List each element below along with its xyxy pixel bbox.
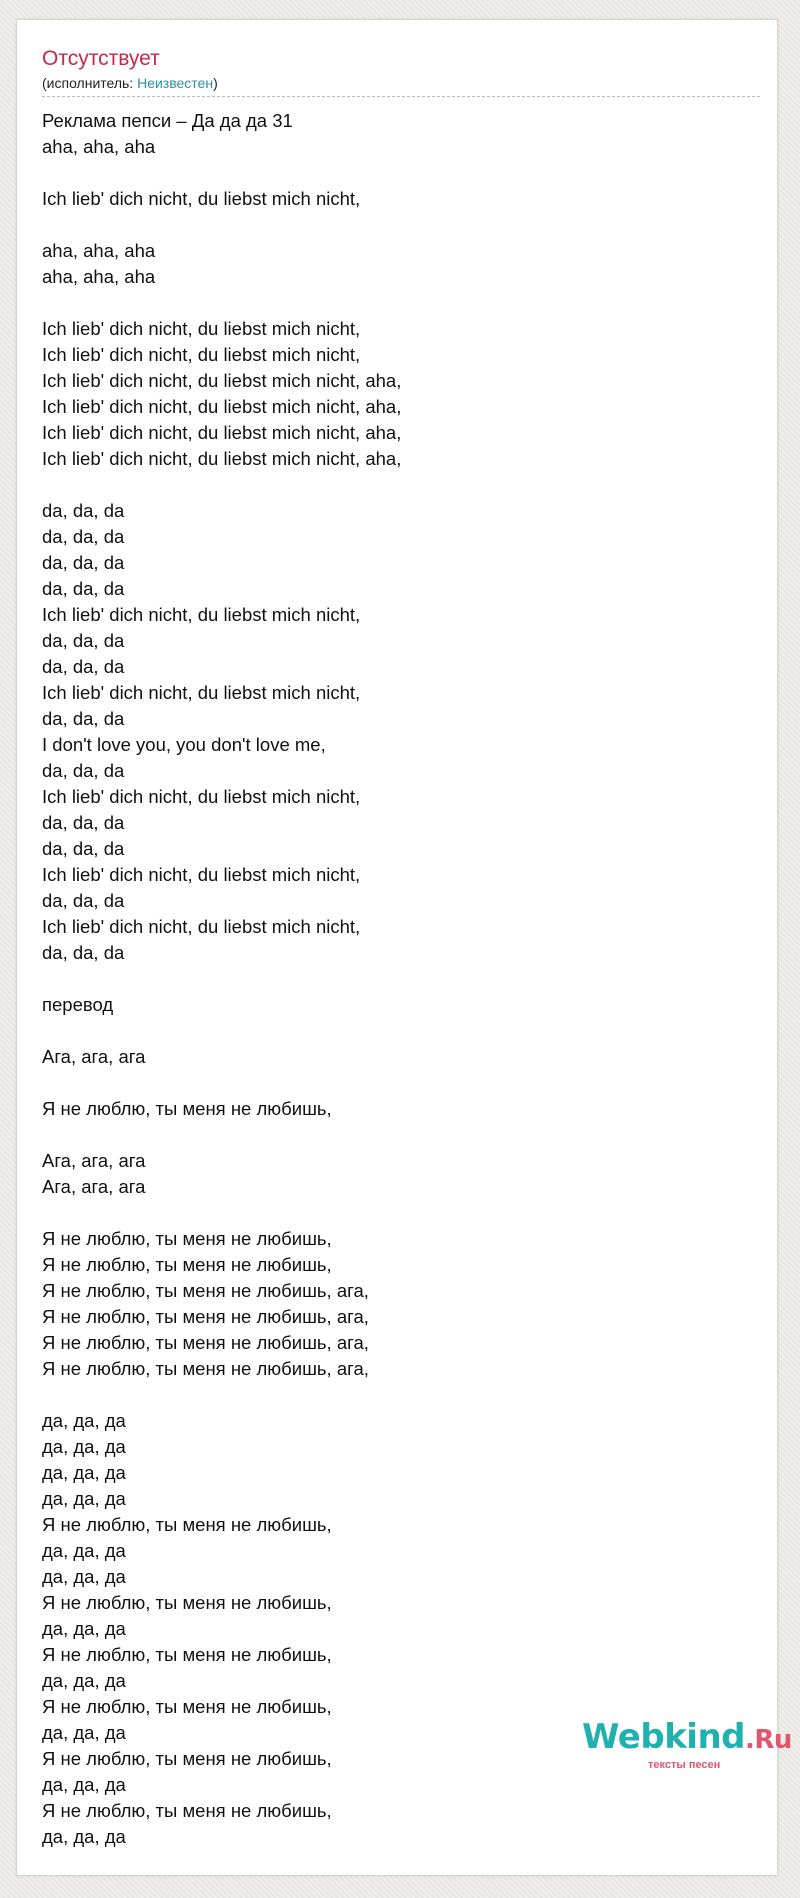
- lyric-line: da, da, da: [42, 656, 125, 677]
- lyric-line: Я не люблю, ты меня не любишь,: [42, 1800, 332, 1821]
- logo-wordmark: [582, 1717, 792, 1757]
- lyric-line: Ich lieb' dich nicht, du liebst mich nicht,: [42, 344, 361, 365]
- lyric-line: Ich lieb' dich nicht, du liebst mich nicht,: [42, 682, 361, 703]
- lyric-line: da, da, da: [42, 942, 125, 963]
- lyric-line: da, da, da: [42, 838, 125, 859]
- lyric-line: да, да, да: [42, 1540, 126, 1561]
- lyric-line: да, да, да: [42, 1488, 126, 1509]
- lyric-line: Ich lieb' dich nicht, du liebst mich nicht,: [42, 786, 361, 807]
- lyric-line: I don't love you, you don't love me,: [42, 734, 326, 755]
- lyric-line: da, da, da: [42, 708, 125, 729]
- logo-tagline: тексты песен: [648, 1759, 721, 1771]
- lyric-line: [42, 1382, 742, 1408]
- artist-suffix: ): [213, 75, 218, 91]
- lyric-line: Я не люблю, ты меня не любишь, ага,: [42, 1332, 369, 1353]
- lyric-line: [42, 1122, 742, 1148]
- lyric-line: [42, 1018, 742, 1044]
- lyric-line: Я не люблю, ты меня не любишь, ага,: [42, 1306, 369, 1327]
- lyric-line: да, да, да: [42, 1566, 126, 1587]
- lyric-line: Я не люблю, ты меня не любишь,: [42, 1696, 332, 1717]
- lyric-line: Ага, ага, ага: [42, 1176, 146, 1197]
- song-title: Отсутствует: [42, 47, 160, 70]
- lyric-line: Ich lieb' dich nicht, du liebst mich nicht, aha,: [42, 422, 402, 443]
- lyric-line: aha, aha, aha: [42, 266, 156, 287]
- lyric-line: [42, 1070, 742, 1096]
- lyric-line: Ich lieb' dich nicht, du liebst mich nicht, aha,: [42, 448, 402, 469]
- lyric-line: aha, aha, aha: [42, 136, 156, 157]
- logo-word: Webkind: [582, 1717, 745, 1757]
- lyric-line: da, da, da: [42, 500, 125, 521]
- lyric-line: [42, 160, 742, 186]
- lyric-line: Я не люблю, ты меня не любишь,: [42, 1254, 332, 1275]
- lyric-line: Я не люблю, ты меня не любишь, ага,: [42, 1358, 369, 1379]
- lyrics-text: [42, 108, 742, 1850]
- artist-link[interactable]: Неизвестен: [137, 75, 214, 91]
- lyric-line: Ich lieb' dich nicht, du liebst mich nicht,: [42, 864, 361, 885]
- lyric-line: aha, aha, aha: [42, 240, 156, 261]
- lyric-line: да, да, да: [42, 1774, 126, 1795]
- lyric-line: да, да, да: [42, 1722, 126, 1743]
- lyric-line: da, da, da: [42, 552, 125, 573]
- lyrics-card: [16, 19, 792, 1876]
- site-logo[interactable]: [582, 1717, 792, 1777]
- lyric-line: Ich lieb' dich nicht, du liebst mich nicht,: [42, 916, 361, 937]
- lyric-line: Я не люблю, ты меня не любишь,: [42, 1644, 332, 1665]
- lyric-line: Я не люблю, ты меня не любишь,: [42, 1098, 332, 1119]
- lyric-line: [42, 966, 742, 992]
- lyric-line: [42, 290, 742, 316]
- lyric-line: da, da, da: [42, 630, 125, 651]
- lyric-line: Я не люблю, ты меня не любишь,: [42, 1748, 332, 1769]
- lyric-line: да, да, да: [42, 1410, 126, 1431]
- lyric-line: [42, 472, 742, 498]
- artist-line: [42, 74, 760, 92]
- lyric-line: Ich lieb' dich nicht, du liebst mich nicht,: [42, 188, 361, 209]
- lyric-line: да, да, да: [42, 1436, 126, 1457]
- lyric-line: Я не люблю, ты меня не любишь,: [42, 1228, 332, 1249]
- lyric-line: Я не люблю, ты меня не любишь, ага,: [42, 1280, 369, 1301]
- lyric-line: da, da, da: [42, 890, 125, 911]
- artist-prefix: (исполнитель:: [42, 75, 138, 91]
- lyric-line: да, да, да: [42, 1826, 126, 1847]
- lyric-line: Ich lieb' dich nicht, du liebst mich nicht, aha,: [42, 370, 402, 391]
- lyric-line: da, da, da: [42, 812, 125, 833]
- lyric-line: da, da, da: [42, 760, 125, 781]
- lyric-line: [42, 1200, 742, 1226]
- lyric-line: Реклама пепси – Да да да 31: [42, 110, 293, 131]
- lyric-line: Я не люблю, ты меня не любишь,: [42, 1592, 332, 1613]
- lyric-line: Ага, ага, ага: [42, 1150, 146, 1171]
- lyric-line: [42, 212, 742, 238]
- lyric-line: да, да, да: [42, 1618, 126, 1639]
- song-header: [42, 46, 760, 97]
- lyric-line: Я не люблю, ты меня не любишь,: [42, 1514, 332, 1535]
- lyric-line: Ага, ага, ага: [42, 1046, 146, 1067]
- logo-tld: .Ru: [745, 1725, 792, 1755]
- lyric-line: Ich lieb' dich nicht, du liebst mich nicht, aha,: [42, 396, 402, 417]
- lyric-line: да, да, да: [42, 1670, 126, 1691]
- lyric-line: перевод: [42, 994, 114, 1015]
- lyric-line: da, da, da: [42, 578, 125, 599]
- header-divider: [42, 96, 760, 97]
- lyric-line: Ich lieb' dich nicht, du liebst mich nicht,: [42, 604, 361, 625]
- lyric-line: Ich lieb' dich nicht, du liebst mich nicht,: [42, 318, 361, 339]
- lyric-line: да, да, да: [42, 1462, 126, 1483]
- lyric-line: da, da, da: [42, 526, 125, 547]
